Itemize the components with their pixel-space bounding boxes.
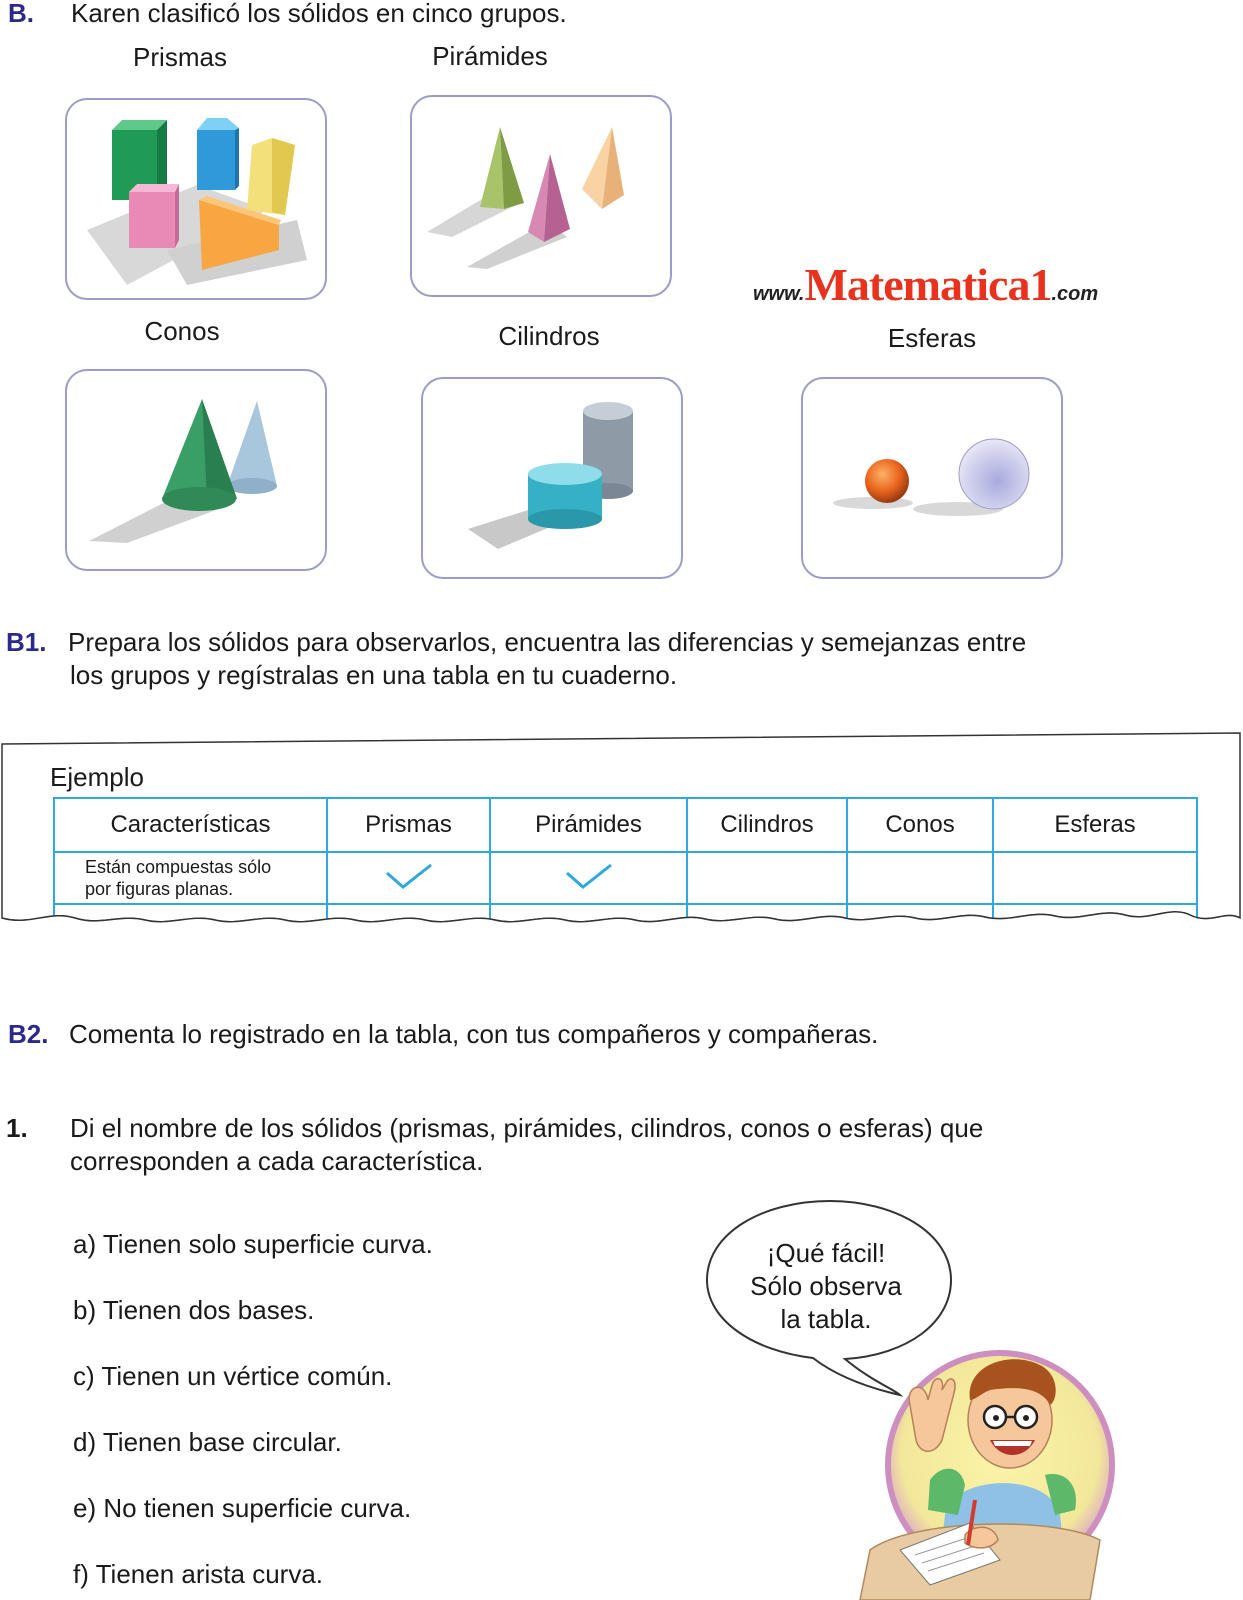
feature-line1: Están compuestas sólo bbox=[85, 857, 272, 877]
speech-bubble-text bbox=[703, 1237, 949, 1336]
header-piramides: Pirámides bbox=[490, 798, 687, 852]
example-title: Ejemplo bbox=[50, 762, 144, 792]
check-cell-esferas bbox=[993, 852, 1197, 904]
check-cell-cilindros bbox=[687, 852, 847, 904]
group-title-cilindros: Cilindros bbox=[498, 321, 600, 351]
b1-line2: los grupos y regístralas en una tabla en tu cuaderno. bbox=[70, 660, 678, 690]
section-b-text: Karen clasificó los sólidos en cinco grupos. bbox=[71, 0, 567, 28]
section-b-label: B. bbox=[8, 0, 34, 28]
list-item-b: b) Tienen dos bases. bbox=[73, 1295, 315, 1325]
header-prismas: Prismas bbox=[327, 798, 490, 852]
check-cell-prismas bbox=[327, 852, 490, 904]
group-title-conos: Conos bbox=[144, 316, 220, 346]
cones-illustration bbox=[67, 371, 327, 571]
group-title-prismas: Prismas bbox=[133, 42, 227, 72]
group-title-piramides: Pirámides bbox=[432, 41, 548, 71]
b2-text: Comenta lo registrado en la tabla, con tus compañeros y compañeras. bbox=[69, 1019, 879, 1049]
header-cilindros: Cilindros bbox=[687, 798, 847, 852]
list-item-d: d) Tienen base circular. bbox=[73, 1427, 342, 1457]
check-cell-conos bbox=[847, 852, 993, 904]
cylinders-panel bbox=[421, 377, 683, 579]
check-cell-piramides bbox=[490, 852, 687, 904]
feature-cell bbox=[54, 852, 327, 904]
b2-instruction bbox=[8, 1018, 1238, 1051]
question-1 bbox=[6, 1112, 1236, 1176]
prisms-illustration bbox=[67, 100, 327, 300]
header-conos: Conos bbox=[847, 798, 993, 852]
boy-at-desk-illustration bbox=[850, 1345, 1120, 1600]
table-row bbox=[54, 852, 1197, 904]
group-title-esferas: Esferas bbox=[887, 323, 977, 353]
checkmark-icon bbox=[559, 855, 619, 895]
b1-label: B1. bbox=[6, 627, 47, 657]
header-caracteristicas: Características bbox=[54, 798, 327, 852]
question-1-line2: corresponden a cada característica. bbox=[70, 1146, 484, 1176]
spheres-illustration bbox=[803, 379, 1063, 579]
speech-line2: Sólo observa bbox=[750, 1271, 902, 1301]
b2-label: B2. bbox=[8, 1019, 49, 1049]
speech-line3: la tabla. bbox=[780, 1304, 872, 1334]
b1-line1: Prepara los sólidos para observarlos, encuentra las diferencias y semejanzas entre bbox=[68, 627, 1027, 657]
list-item-c: c) Tienen un vértice común. bbox=[73, 1361, 393, 1391]
section-b-heading bbox=[8, 0, 567, 30]
list-item-a: a) Tienen solo superficie curva. bbox=[73, 1229, 433, 1259]
list-item-e: e) No tienen superficie curva. bbox=[73, 1493, 412, 1523]
feature-line2: por figuras planas. bbox=[85, 879, 234, 899]
pyramids-panel bbox=[410, 95, 672, 297]
question-1-line1: Di el nombre de los sólidos (prismas, pirámides, cilindros, conos o esferas) que bbox=[70, 1113, 984, 1143]
b1-instruction bbox=[6, 626, 1236, 690]
table-header-row bbox=[54, 798, 1197, 852]
prisms-panel bbox=[65, 98, 327, 300]
watermark-suffix: .com bbox=[1051, 283, 1099, 305]
checkmark-icon bbox=[379, 855, 439, 895]
list-item-f: f) Tienen arista curva. bbox=[73, 1559, 323, 1589]
header-esferas: Esferas bbox=[993, 798, 1197, 852]
cylinders-illustration bbox=[423, 379, 683, 579]
torn-edge-mask bbox=[0, 912, 1243, 952]
question-1-label: 1. bbox=[6, 1113, 28, 1143]
watermark-name: Matematica1 bbox=[804, 259, 1052, 310]
speech-line1: ¡Qué fácil! bbox=[766, 1238, 886, 1268]
watermark-prefix: www. bbox=[753, 283, 805, 305]
matematica1-watermark bbox=[753, 258, 1098, 311]
spheres-panel bbox=[801, 377, 1063, 579]
cones-panel bbox=[65, 369, 327, 571]
pyramids-illustration bbox=[412, 97, 672, 297]
